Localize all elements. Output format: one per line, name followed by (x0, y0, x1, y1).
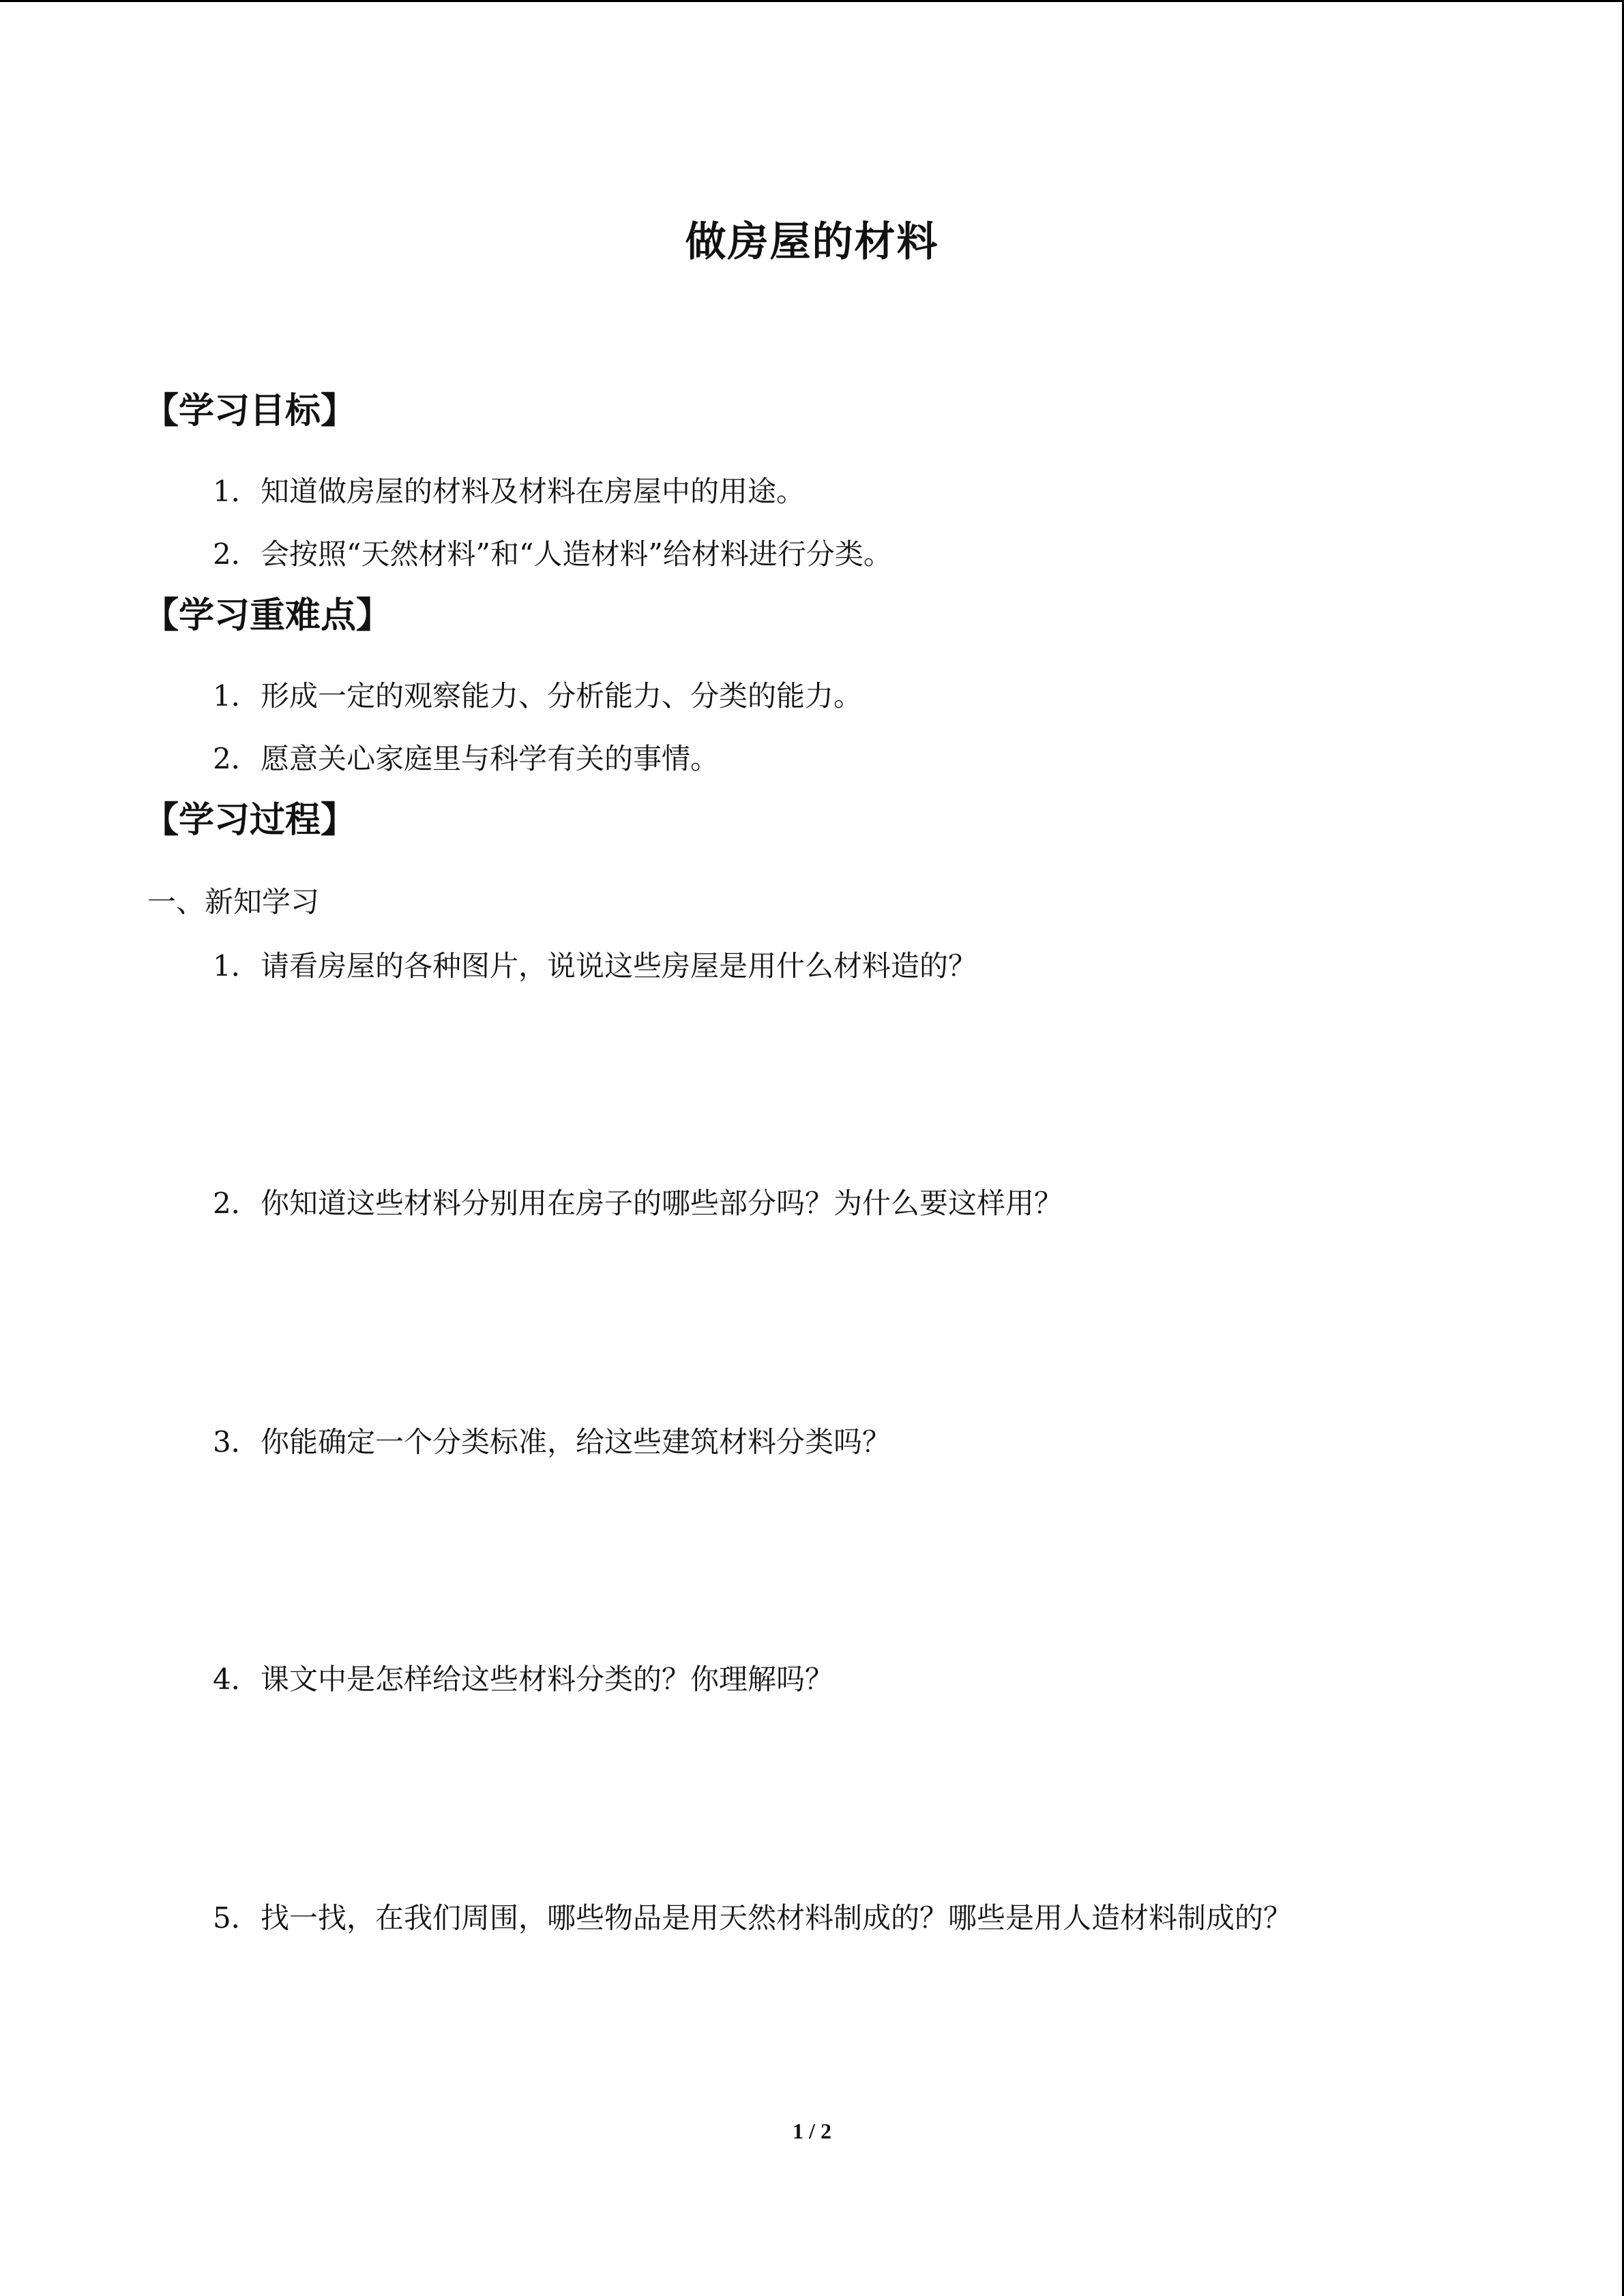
item-text: 愿意关心家庭里与科学有关的事情。 (261, 742, 720, 775)
key-point-item (213, 676, 862, 717)
item-number: 2． (213, 1187, 260, 1220)
item-number: 1． (213, 949, 260, 983)
section-heading-process: 【学习过程】 (143, 800, 357, 841)
item-number: 5． (213, 1901, 260, 1935)
item-text: 知道做房屋的材料及材料在房屋中的用途。 (261, 475, 806, 508)
question-item (213, 1422, 891, 1463)
item-text: 你能确定一个分类标准，给这些建筑材料分类吗？ (261, 1425, 891, 1459)
process-subheading: 一、新知学习 (147, 885, 320, 919)
item-number: 4． (213, 1663, 260, 1696)
question-item (213, 946, 977, 987)
question-item (213, 1183, 1063, 1224)
question-item (213, 1659, 833, 1700)
page-number: 1 / 2 (793, 2119, 831, 2143)
item-text: 你知道这些材料分别用在房子的哪些部分吗？为什么要这样用？ (261, 1187, 1063, 1220)
question-item (213, 1898, 1292, 1939)
item-number: 1． (213, 475, 260, 508)
section-heading-goals: 【学习目标】 (143, 391, 357, 432)
item-number: 2． (213, 742, 260, 775)
item-text: 课文中是怎样给这些材料分类的？你理解吗？ (261, 1663, 834, 1696)
goal-item (213, 471, 805, 512)
item-text: 形成一定的观察能力、分析能力、分类的能力。 (261, 679, 863, 713)
item-text: 会按照“天然材料”和“人造材料”给材料进行分类。 (261, 537, 892, 571)
item-text: 请看房屋的各种图片，说说这些房屋是用什么材料造的？ (261, 949, 977, 983)
page-title: 做房屋的材料 (685, 218, 939, 266)
goal-item (213, 534, 892, 575)
item-number: 2． (213, 537, 260, 571)
item-number: 3． (213, 1425, 260, 1459)
item-text: 找一找，在我们周围，哪些物品是用天然材料制成的？哪些是用人造材料制成的？ (261, 1901, 1293, 1935)
item-number: 1． (213, 679, 260, 713)
section-heading-key-points: 【学习重难点】 (143, 595, 392, 636)
key-point-item (213, 739, 719, 779)
